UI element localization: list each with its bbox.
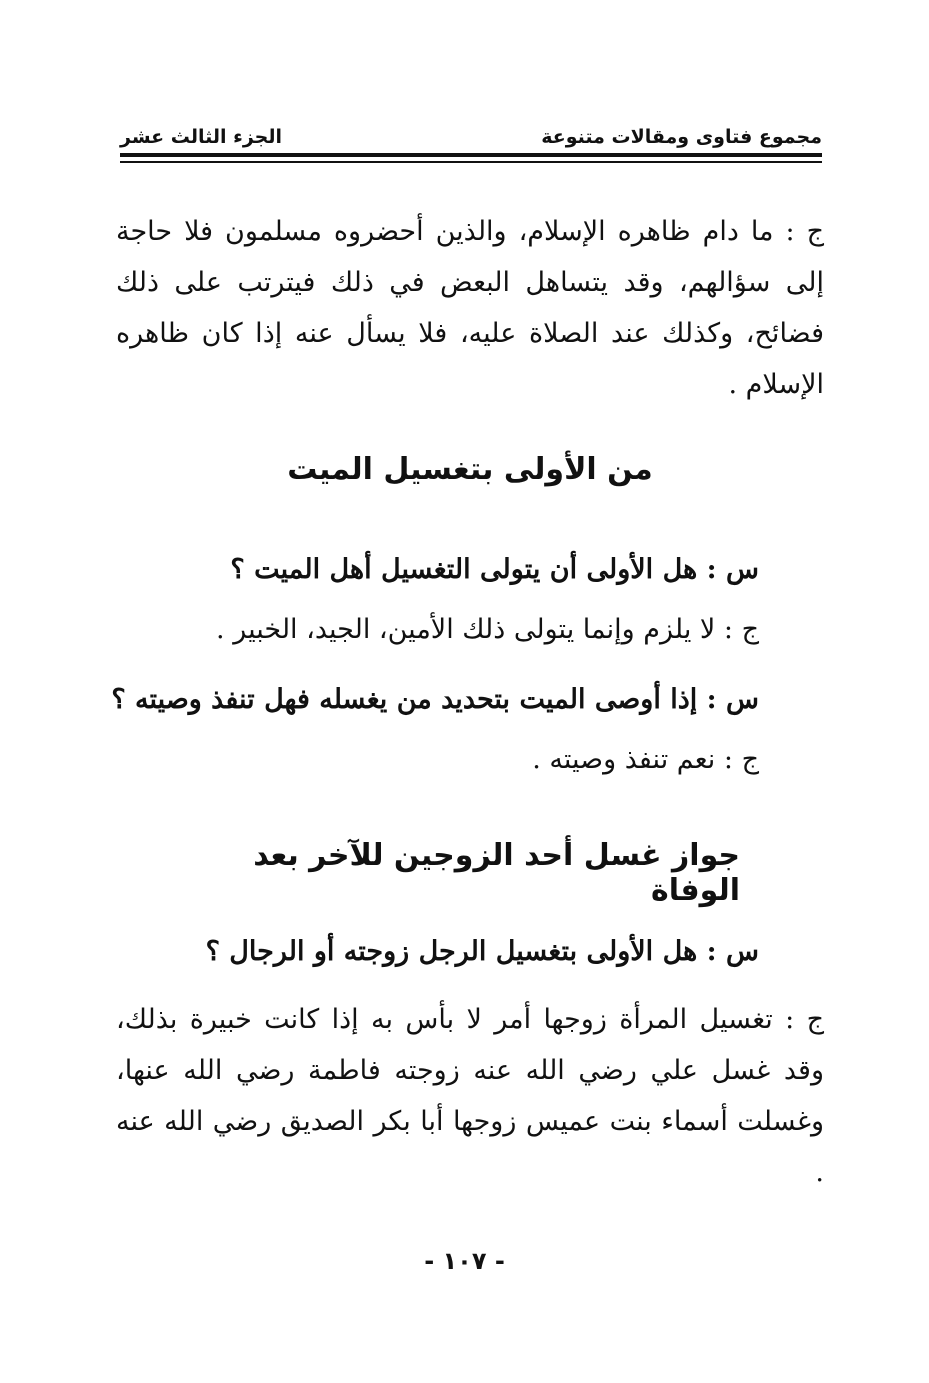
intro-answer-paragraph xyxy=(116,206,824,410)
question-2: س : إذا أوصى الميت بتحديد من يغسله فهل تنفذ وصيته ؟ xyxy=(111,684,759,715)
question-1: س : هل الأولى أن يتولى التغسيل أهل الميت ؟ xyxy=(230,554,759,585)
volume-label: الجزء الثالث عشر xyxy=(120,126,283,148)
intro-answer-text: ج : ما دام ظاهره الإسلام، والذين أحضروه مسلمون فلا حاجة إلى سؤالهم، وقد يتساهل البعض في ذلك فيترتب على ذلك فضائح، وكذلك عند الصلاة عليه، فلا يسأل عنه إذا كان ظاهره الإسلام . xyxy=(116,216,824,400)
answer-3-text: ج : تغسيل المرأة زوجها أمر لا بأس به إذا كانت خبيرة بذلك، وقد غسل علي رضي الله عنه زوجته فاطمة رضي الله عنها، وغسلت أسماء بنت عميس زوجها أبا بكر الصديق رضي الله عنه . xyxy=(116,1004,824,1188)
page-number: - ١٠٧ - xyxy=(424,1247,505,1275)
header-rule-thick xyxy=(120,153,822,157)
answer-2: ج : نعم تنفذ وصيته . xyxy=(532,744,759,775)
answer-3-paragraph xyxy=(116,994,824,1198)
header-rule-thin xyxy=(120,161,822,163)
running-header xyxy=(120,118,822,148)
section-heading-spouse-washing: جواز غسل أحد الزوجين للآخر بعد الوفاة xyxy=(253,838,740,908)
question-3: س : هل الأولى بتغسيل الرجل زوجته أو الرجال ؟ xyxy=(205,936,759,967)
section-heading-washing-deceased: من الأولى بتغسيل الميت xyxy=(287,452,653,487)
answer-1: ج : لا يلزم وإنما يتولى ذلك الأمين، الجيد، الخبير . xyxy=(216,614,759,645)
book-title: مجموع فتاوى ومقالات متنوعة xyxy=(541,126,822,148)
